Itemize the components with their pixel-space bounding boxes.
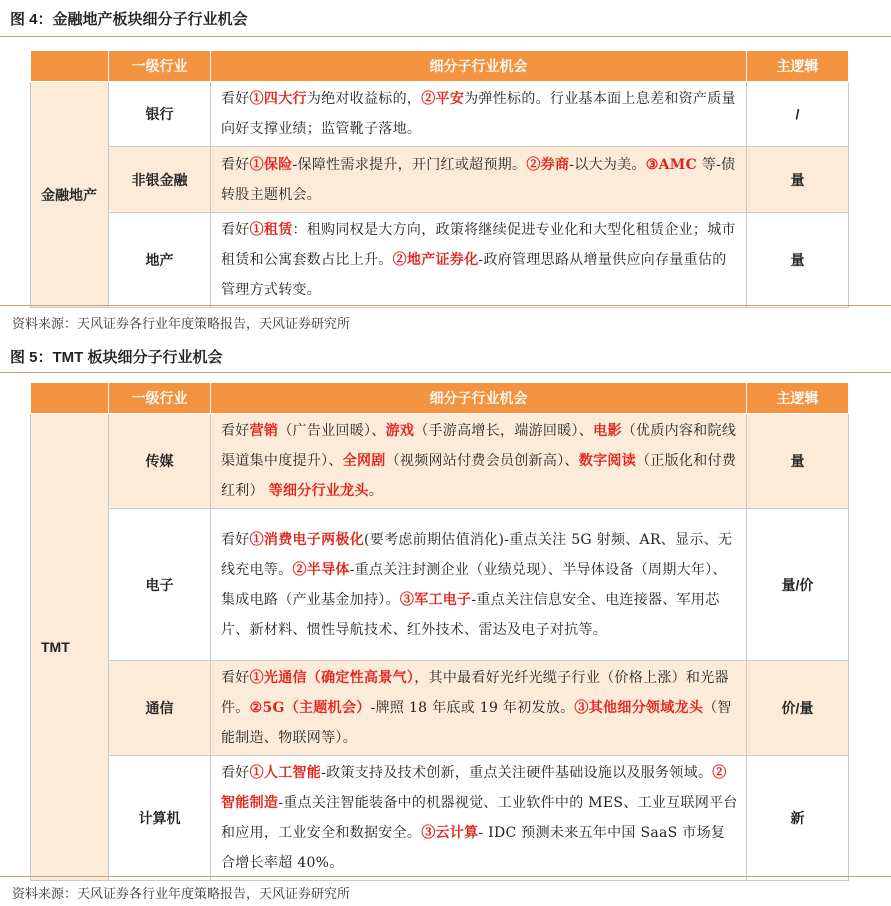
figure4-title: 图 4：金融地产板块细分子行业机会: [10, 11, 248, 28]
table-row: [31, 509, 849, 661]
highlight-text: ①保险: [249, 156, 293, 173]
body-text: 看好: [221, 423, 250, 439]
body-text: 。: [368, 483, 384, 499]
opportunity-text: [211, 213, 747, 308]
body-text: -重点关注封测企业（业绩兑现）、半导体设备（周期大年）、集成电路（产业基金加持）。: [221, 561, 727, 608]
body-text: -牌照 18 年底或 19 年初发放。: [370, 700, 575, 716]
table-row: [31, 147, 849, 213]
sector-label: 金融地产: [31, 82, 109, 308]
table-row: [31, 756, 849, 881]
industry-label: 通信: [109, 661, 211, 756]
body-text: 看好: [221, 156, 250, 173]
highlight-text: 数字阅读: [578, 453, 637, 469]
body-text: 看好: [221, 91, 250, 107]
table-row: [31, 414, 849, 509]
highlight-text: ②智能制造: [221, 765, 727, 811]
header-industry: 一级行业: [109, 51, 211, 82]
highlight-text: ②5G（主题机会）: [249, 700, 371, 716]
highlight-text: 全网剧: [342, 453, 386, 469]
highlight-text: ①光通信（确定性高景气）: [249, 670, 415, 686]
highlight-text: ①消费电子两极化: [249, 531, 365, 548]
header-blank: [31, 383, 109, 414]
figure5-table: [30, 382, 849, 881]
body-text: 看好: [221, 765, 250, 781]
highlight-text: ③军工电子: [399, 591, 472, 608]
body-text: （视频网站付费会员创新高）、: [385, 453, 579, 469]
highlight-text: ②平安: [421, 91, 465, 107]
highlight-text: ②半导体: [292, 561, 350, 578]
figure5-bottom-rule: [0, 876, 891, 877]
body-text: ：租购同权是大方向，政策将继续促进专业化和大型化租赁企业；城市租赁和公寓套数占比上升。: [221, 222, 736, 268]
figure5-header-row: [31, 383, 849, 414]
body-text: （智能制造、物联网等）。: [221, 700, 732, 746]
highlight-text: 等细分行业龙头: [268, 483, 369, 499]
figure4-top-rule: [0, 36, 891, 37]
body-text: 看好: [221, 670, 250, 686]
figure5-source: 资料来源：天风证券各行业年度策略报告，天风证券研究所: [12, 886, 351, 901]
body-text: -保障性需求提升，开门红或超预期。: [292, 156, 527, 173]
body-text: -政策支持及技术创新，重点关注硬件基础设施以及服务领域。: [321, 765, 713, 781]
industry-label: 计算机: [109, 756, 211, 881]
body-text: -重点关注智能装备中的机器视觉、工业软件中的 MES、工业互联网平台和应用，工业安全和数据安全。: [221, 795, 738, 841]
body-text: 等-债转股主题机会。: [221, 156, 736, 203]
highlight-text: ③AMC: [645, 156, 698, 173]
body-text: (要考虑前期估值消化)-重点关注 5G 射频、AR、显示、无线充电等。: [221, 531, 733, 578]
figure5-title: 图 5：TMT 板块细分子行业机会: [10, 349, 223, 366]
highlight-text: ③云计算: [421, 825, 479, 841]
industry-label: 地产: [109, 213, 211, 308]
body-text: （手游高增长，端游回暖）、: [414, 423, 594, 439]
opportunity-text: [211, 82, 747, 147]
highlight-text: ①租赁: [249, 222, 293, 238]
sector-label: TMT: [31, 414, 109, 881]
highlight-text: ②券商: [526, 156, 570, 173]
industry-label: 银行: [109, 82, 211, 147]
highlight-text: ①人工智能: [249, 765, 322, 781]
logic-value: 量: [747, 147, 849, 213]
header-opportunity: 细分子行业机会: [211, 383, 747, 414]
figure4-table: [30, 50, 849, 308]
body-text: ，其中最看好光纤光缆子行业（价格上涨）和光器件。: [221, 670, 729, 716]
industry-label: 传媒: [109, 414, 211, 509]
figure5-top-rule: [0, 372, 891, 373]
body-text: 看好: [221, 222, 250, 238]
header-industry: 一级行业: [109, 383, 211, 414]
highlight-text: 游戏: [385, 423, 415, 439]
opportunity-text: [211, 147, 747, 213]
logic-value: 新: [747, 756, 849, 881]
highlight-text: ②地产证券化: [392, 252, 479, 268]
table-row: [31, 213, 849, 308]
highlight-text: ①四大行: [249, 91, 307, 107]
body-text: -以大为美。: [569, 156, 646, 173]
table-row: [31, 661, 849, 756]
figure4-bottom-rule: [0, 305, 891, 306]
body-text: （正版化和付费红利）: [221, 453, 737, 499]
logic-value: /: [747, 82, 849, 147]
body-text: （广告业回暖）、: [278, 423, 386, 439]
opportunity-text: [211, 414, 747, 509]
header-logic: 主逻辑: [747, 383, 849, 414]
opportunity-text: [211, 509, 747, 661]
industry-label: 电子: [109, 509, 211, 661]
opportunity-text: [211, 756, 747, 881]
highlight-text: ③其他细分领域龙头: [574, 700, 704, 716]
logic-value: 量: [747, 213, 849, 308]
industry-label: 非银金融: [109, 147, 211, 213]
body-text: -重点关注信息安全、电连接器、军用芯片、新材料、惯性导航技术、红外技术、雷达及电子对抗等。: [221, 591, 720, 638]
body-text: - IDC 预测未来五年中国 SaaS 市场复合增长率超 40%。: [221, 825, 726, 871]
table-row: [31, 82, 849, 147]
body-text: （优质内容和院线渠道集中度提升）、: [221, 423, 737, 469]
highlight-text: 电影: [593, 423, 622, 439]
logic-value: 量/价: [747, 509, 849, 661]
body-text: 为弹性标的。行业基本面上息差和资产质量向好支撑业绩；监管靴子落地。: [221, 91, 736, 137]
header-logic: 主逻辑: [747, 51, 849, 82]
figure4-header-row: [31, 51, 849, 82]
body-text: 看好: [221, 531, 250, 548]
body-text: 为绝对收益标的，: [306, 91, 422, 107]
header-blank: [31, 51, 109, 82]
figure4-source: 资料来源：天风证券各行业年度策略报告，天风证券研究所: [12, 316, 351, 331]
logic-value: 量: [747, 414, 849, 509]
header-opportunity: 细分子行业机会: [211, 51, 747, 82]
highlight-text: 营销: [249, 423, 279, 439]
opportunity-text: [211, 661, 747, 756]
body-text: -政府管理思路从增量供应向存量重估的管理方式转变。: [221, 252, 727, 298]
logic-value: 价/量: [747, 661, 849, 756]
